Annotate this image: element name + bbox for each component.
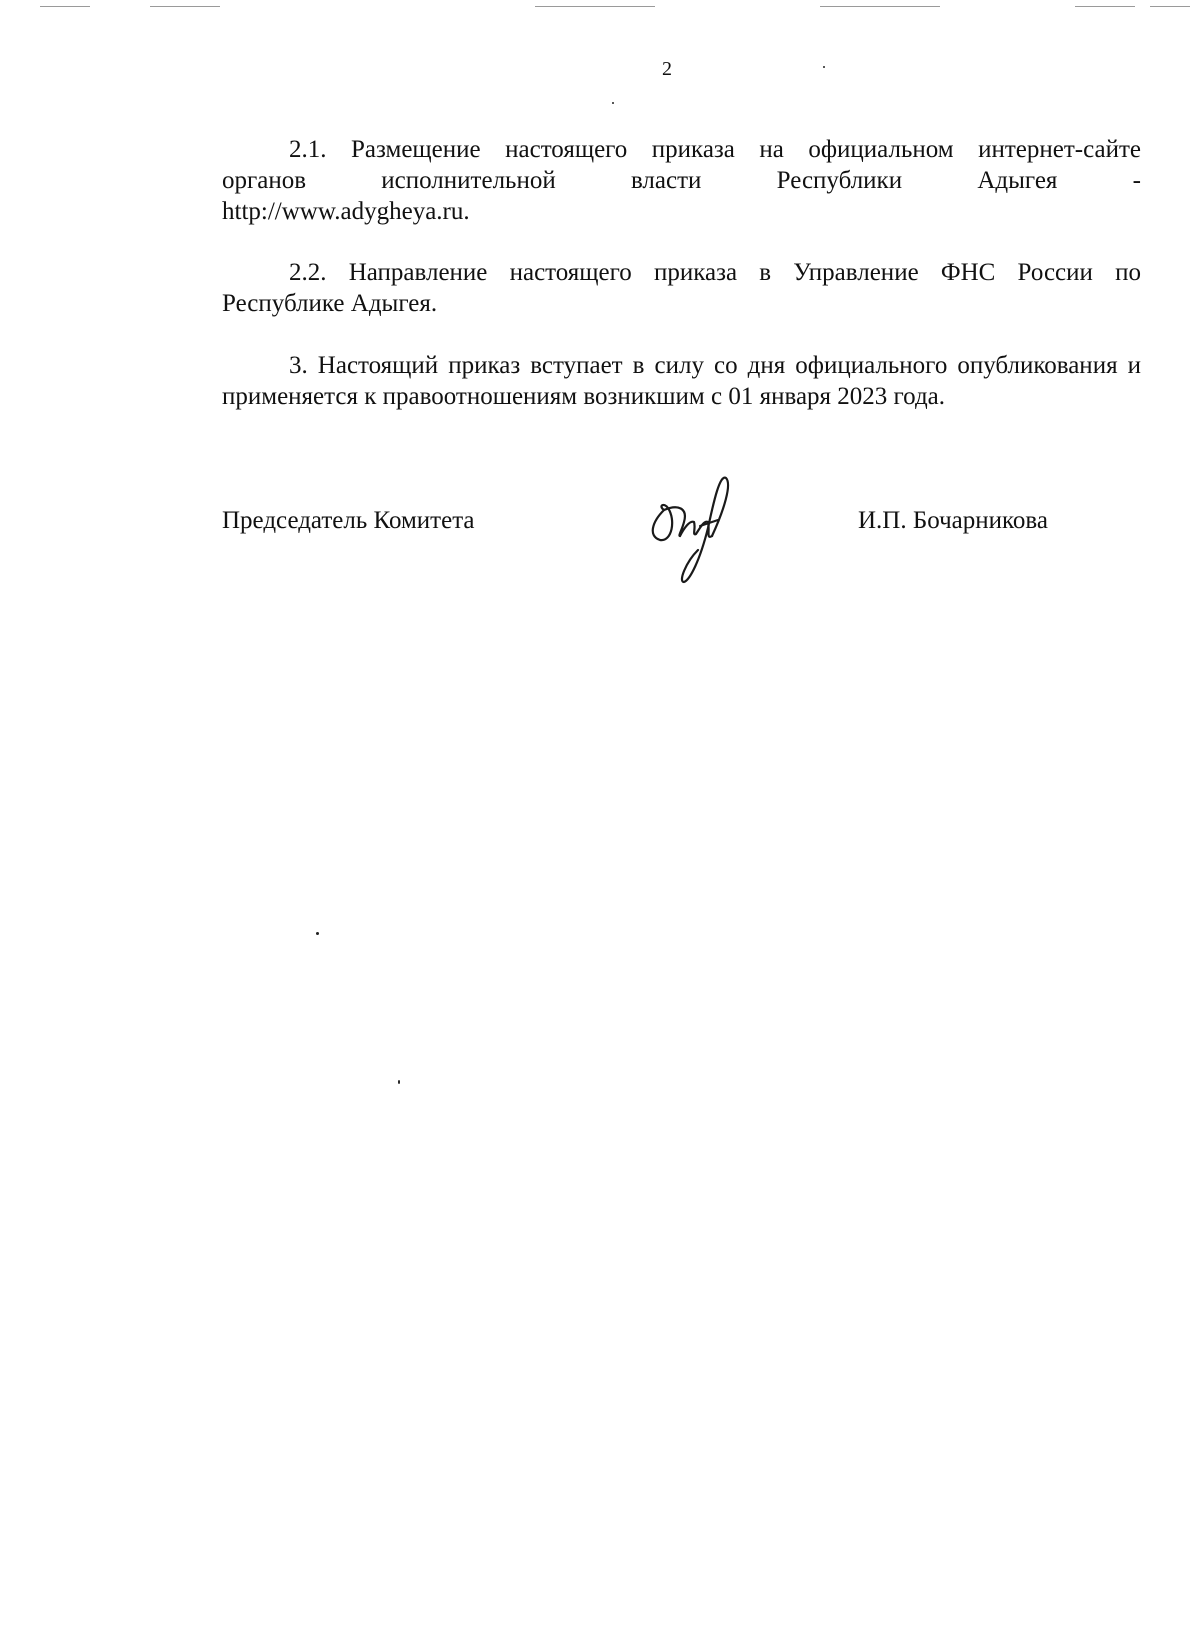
paragraph-2-1-line-1: 2.1. Размещение настоящего приказа на официальном интернет-сайте — [289, 136, 1141, 163]
scan-speck — [398, 1080, 400, 1084]
scan-speck — [316, 932, 319, 935]
scan-artifact — [535, 6, 655, 7]
page-number: 2 — [662, 58, 672, 80]
paragraph-2-1-line-2: органов исполнительной власти Республики Адыгея - — [222, 167, 1141, 194]
paragraph-2-1 — [222, 134, 1141, 227]
signatory-name: И.П. Бочарникова — [858, 507, 1048, 534]
scan-artifact — [150, 6, 220, 7]
paragraph-3: 3. Настоящий приказ вступает в силу со дня официального опубликования и применяется к правоотношениям возникшим с 01 января 2023 года. — [222, 352, 1141, 410]
scan-artifact — [820, 6, 940, 7]
signature-block — [222, 500, 1141, 610]
scan-artifact — [40, 6, 90, 7]
handwritten-signature — [634, 470, 744, 590]
signatory-title: Председатель Комитета — [222, 507, 475, 534]
paragraph-2-2: 2.2. Направление настоящего приказа в Управление ФНС России по Республике Адыгея. — [222, 259, 1141, 317]
scan-speck — [612, 102, 614, 104]
paragraph-2-1-line-3: http://www.adygheya.ru. — [222, 198, 470, 225]
scan-speck — [823, 66, 825, 68]
scan-artifact — [1075, 6, 1135, 7]
scan-artifact — [1150, 6, 1190, 7]
